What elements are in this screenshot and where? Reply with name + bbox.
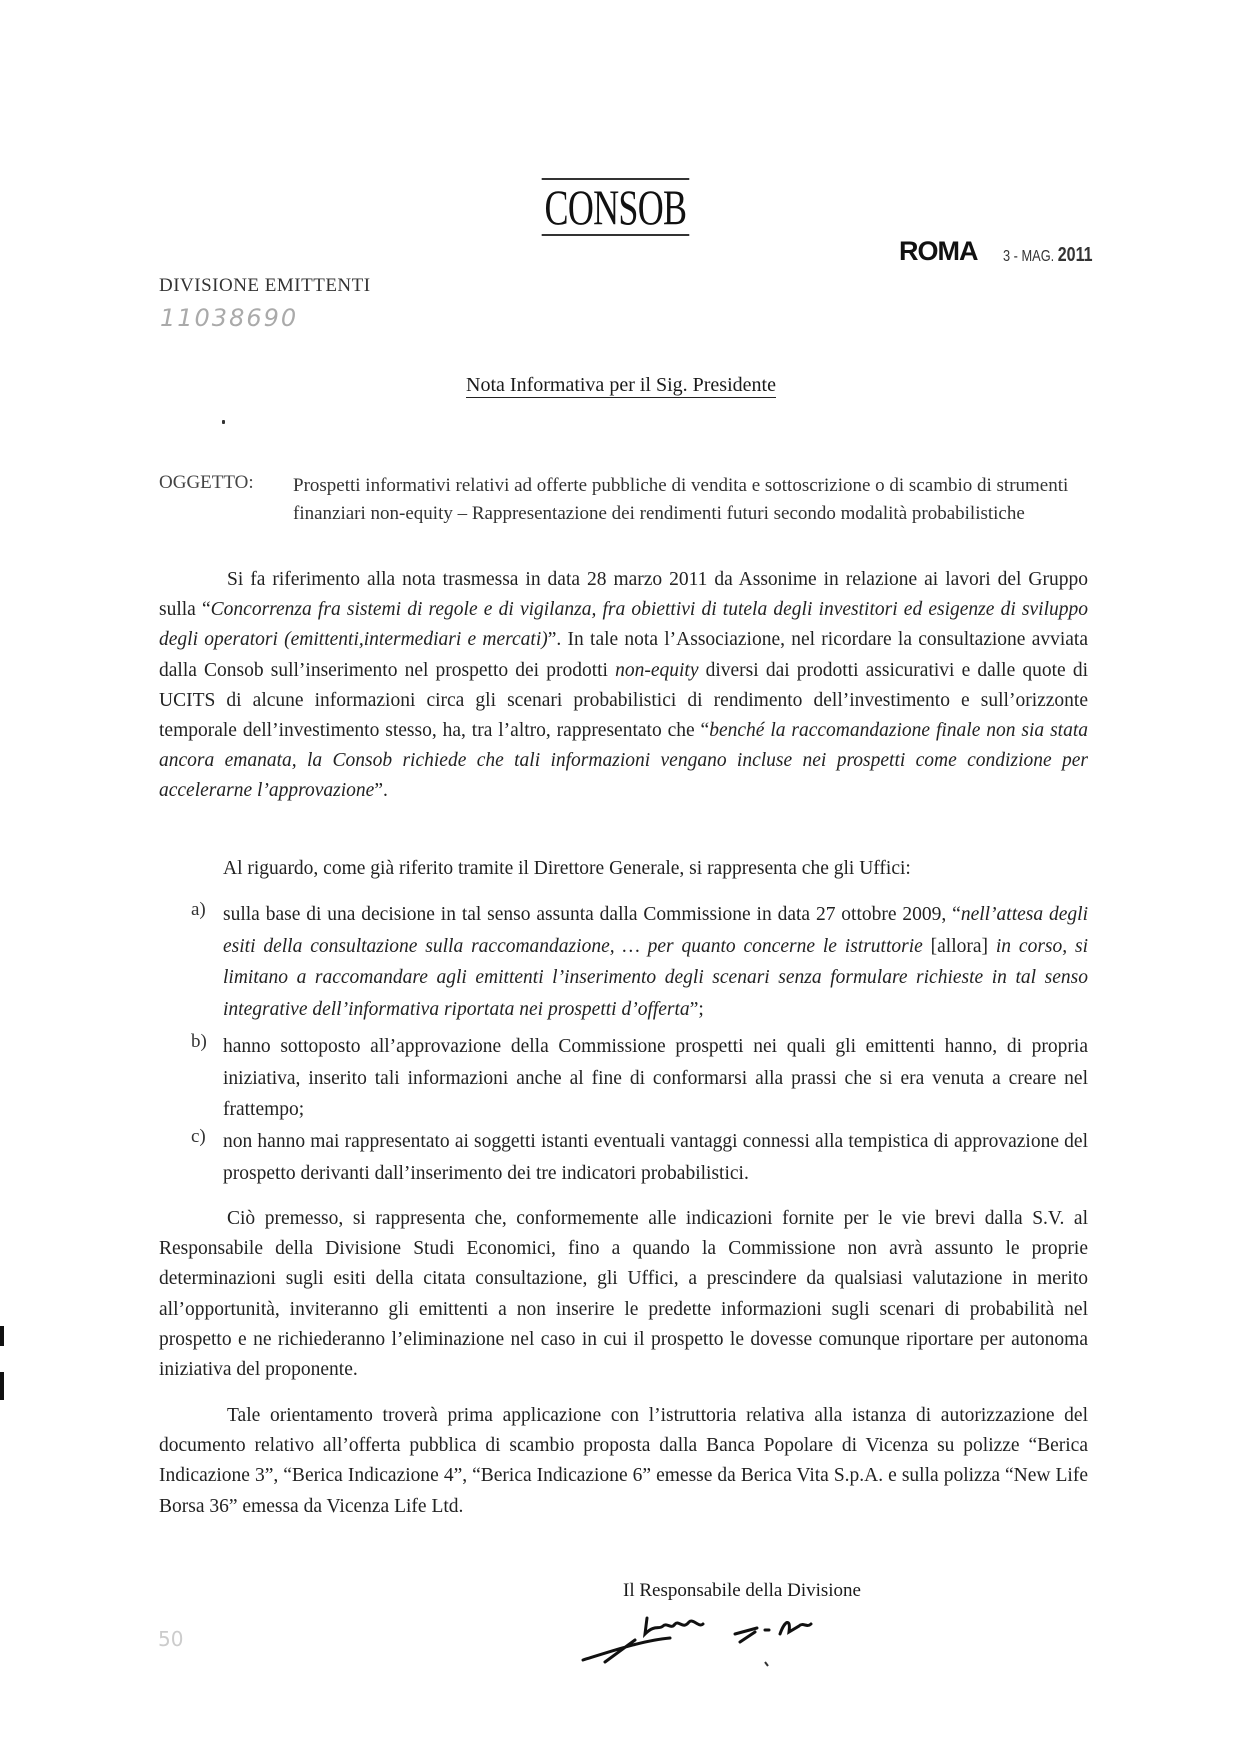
handwritten-signature xyxy=(575,1600,875,1675)
division-name: DIVISIONE EMITTENTI xyxy=(159,275,371,296)
consob-logo: CONSOB xyxy=(0,178,1230,236)
document-title: Nota Informativa per il Sig. Presidente xyxy=(466,374,776,396)
paragraph-orientation: Tale orientamento troverà prima applicazione con l’istruttoria relativa alla istanza di autorizzazione del documento relativo all’offerta pubblica di scambio proposta dalla Banca Popolare di Vicenza su polizze “Berica Indicazione 3”, “Berica Indicazione 4”, “Berica Indicazione 6” emesse da Berica Vita S.p.A. e sulla polizza “New Life Borsa 36” emessa da Vicenza Life Ltd. xyxy=(159,1405,1088,1517)
list-label-b: b) xyxy=(191,1031,207,1052)
paragraph-premise: Ciò premesso, si rappresenta che, conformemente alle indicazioni fornite per le vie brevi dalla S.V. al Responsabile della Divisione Studi Economici, fino a quando la Commissione non avrà assunto le proprie determinazioni sugli esiti della citata consultazione, gli Uffici, a prescindere da qualsiasi valutazione in merito all’opportunità, inviteranno gli emittenti a non inserire le predette informazioni sugli scenari di probabilità nel prospetto e ne richiederanno l’eliminazione nel caso in cui il prospetto le dovesse comunque riportare per autonoma iniziativa del proponente. xyxy=(159,1208,1088,1381)
scan-speck xyxy=(222,420,225,424)
signature-label: Il Responsabile della Divisione xyxy=(623,1580,861,1601)
subject-text: Prospetti informativi relativi ad offerte pubbliche di vendita e sottoscrizione o di scambio di strumenti finanziari non-equity – Rappresentazione dei rendimenti futuri secondo modalità probabilistiche xyxy=(293,475,1069,524)
protocol-number: 11038690 xyxy=(160,304,299,332)
paragraph-reference: Si fa riferimento alla nota trasmessa in data 28 marzo 2011 da Assonime in relazione ai lavori del Gruppo sulla “Concorrenza fra sistemi di regole e di vigilanza, fra obiettivi di tutela degli investitori ed esigenze di sviluppo degli operatori (emittenti,intermediari e mercati)”. In tale nota l’Associazione, nel ricordare la consultazione avviata dalla Consob sull’inserimento nel prospetto dei prodotti non-equity diversi dai prodotti assicurativi e dalle quote di UCITS di alcune informazioni circa gli scenari probabilistici di rendimento dell’investimento e sull’orizzonte temporale dell’investimento stesso, ha, tra l’altro, rappresentato che “benché la raccomandazione finale non sia stata ancora emanata, la Consob richiede che tali informazioni vengano incluse nei prospetti come condizione per accelerarne l’approvazione”. xyxy=(159,569,1089,802)
city-label: ROMA xyxy=(899,236,978,266)
subject-label: OGGETTO: xyxy=(159,472,254,493)
list-label-c: c) xyxy=(191,1126,206,1147)
date-stamp: 3 - MAG. 2011 xyxy=(1003,244,1093,266)
list-item-b: hanno sottoposto all’approvazione della Commissione prospetti nei quali gli emittenti hanno, di propria iniziativa, inserito tali informazioni anche al fine di conformarsi alla prassi che si era venuta a creare nel frattempo; xyxy=(223,1036,1088,1121)
list-label-a: a) xyxy=(191,899,206,920)
list-item-a: sulla base di una decisione in tal senso assunta dalla Commissione in data 27 ottobre 2009, “nell’attesa degli esiti della consultazione sulla raccomandazione, … per quanto concerne le istruttorie [allora] in corso, si limitano a raccomandare agli emittenti l’inserimento degli scenari senza formulare richieste in tal senso integrative dell’informativa riportata nei prospetti d’offerta”; xyxy=(223,904,1088,1021)
paragraph-intro-list: Al riguardo, come già riferito tramite il Direttore Generale, si rappresenta che gli Uffici: xyxy=(223,858,911,879)
list-item-c: non hanno mai rappresentato ai soggetti istanti eventuali vantaggi connessi alla tempistica di approvazione del prospetto derivanti dall’inserimento dei tre indicatori probabilistici. xyxy=(223,1131,1088,1184)
scan-edge-mark xyxy=(0,1326,4,1346)
page-mark: 50 xyxy=(158,1627,184,1651)
scan-edge-mark xyxy=(0,1372,4,1400)
signature-scribble-icon xyxy=(575,1600,875,1670)
